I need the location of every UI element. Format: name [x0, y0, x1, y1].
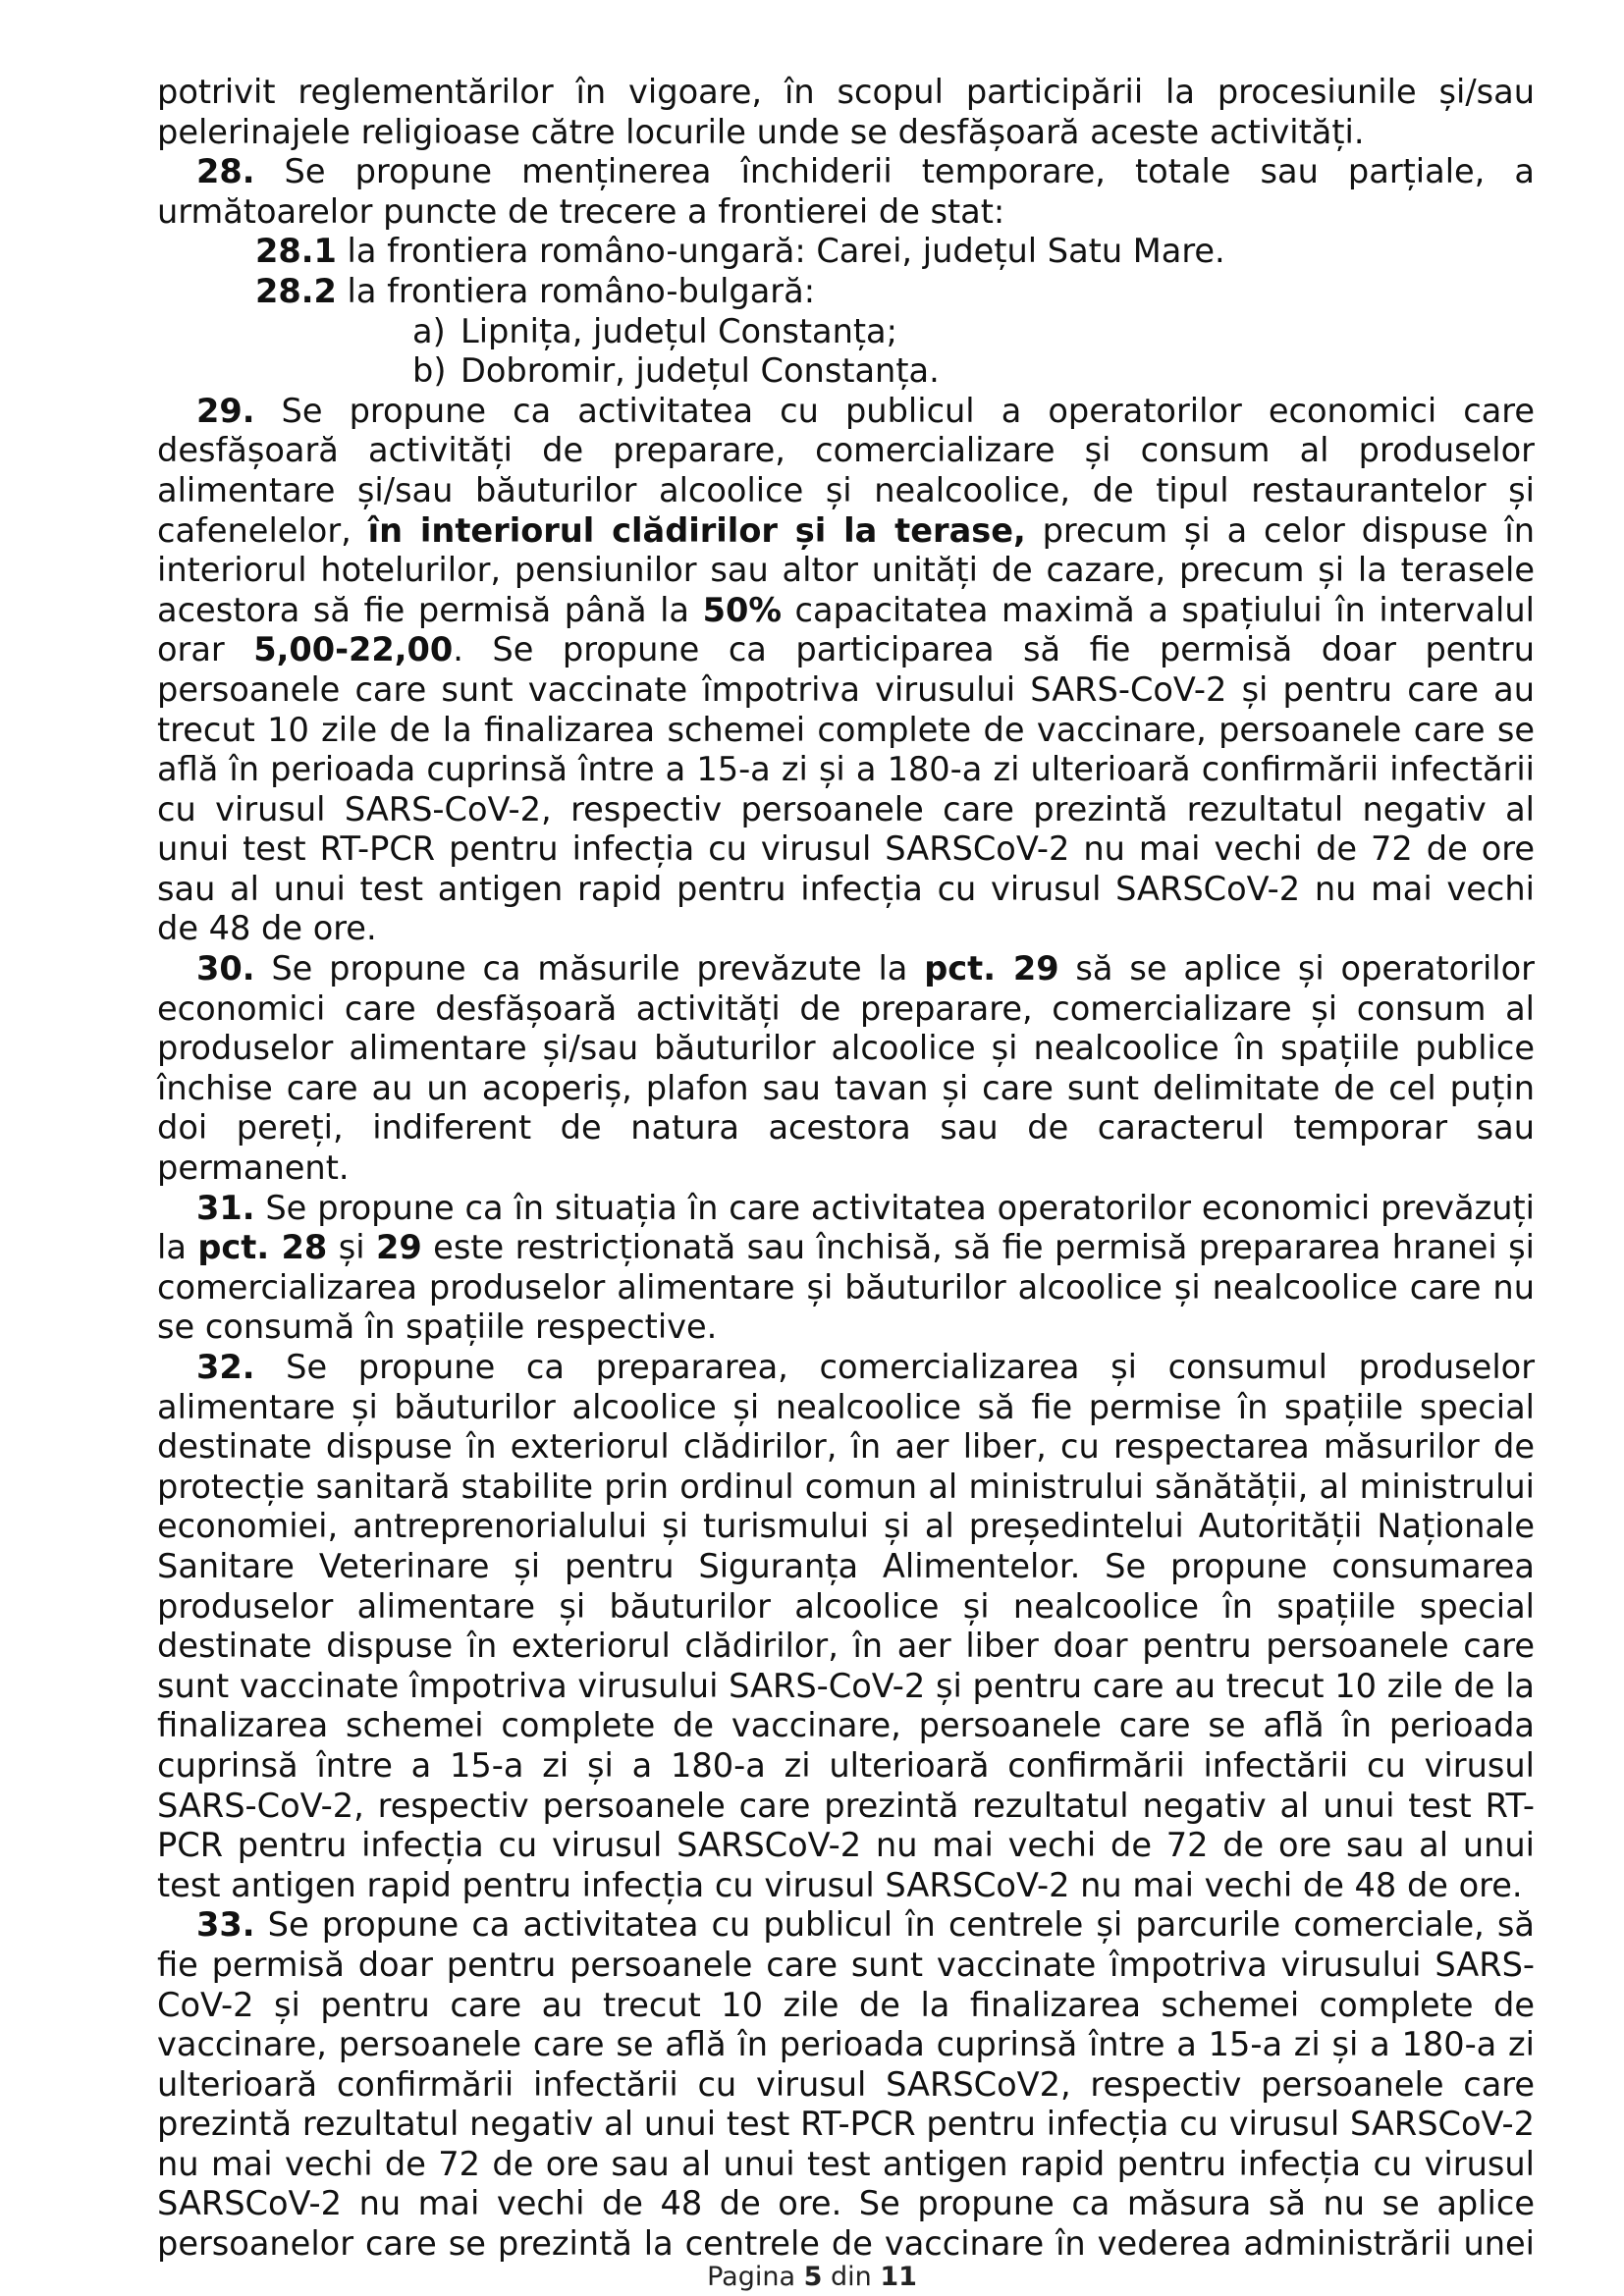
paragraph-text: să se aplice și operatorilor economici care desfășoară activități de preparare, comercializare și consum al produselor alimentare și/sau băuturilor alcoolice și nealcoolice în spațiile publice închise care au un acoperiș, plafon sau tavan și care sunt delimitate de cel puțin doi pereți, indiferent de natura acestora sau de caracterul temporar sau permanent. [157, 949, 1535, 1188]
paragraph-33 [157, 1905, 1535, 2264]
paragraph-text: și [327, 1228, 376, 1267]
paragraph-text: este restricționată sau închisă, să fie permisă prepararea hranei și comercializarea produselor alimentare și băuturilor alcoolice și nealcoolice care nu se consumă în spațiile respective. [157, 1228, 1535, 1347]
paragraph-number: 29. [196, 391, 255, 430]
paragraph-number: 28. [196, 152, 255, 191]
bold-text: pct. 28 [197, 1228, 328, 1267]
paragraph-32 [157, 1348, 1535, 1905]
paragraph-number: 28.2 [255, 271, 337, 310]
paragraph-text: la frontiera româno-bulgară: [336, 271, 816, 310]
bold-text: 29 [375, 1228, 422, 1267]
paragraph-continuation: potrivit reglementărilor în vigoare, în scopul participării la procesiunile și/sau pelerinajele religioase către locurile unde se desfășoară aceste activități. [157, 73, 1535, 151]
paragraph-text: Se propune ca măsurile prevăzute la [254, 949, 925, 988]
bold-text: în interiorul clădirilor și la terase, [367, 510, 1026, 550]
page-current: 5 [803, 2262, 823, 2292]
page-total: 11 [880, 2262, 917, 2292]
paragraph-text: Se propune ca prepararea, comercializarea și consumul produselor alimentare și băuturilor alcoolice și nealcoolice să fie permise în spațiile special destinate dispuse în exteriorul clădirilor, în aer liber, cu respectarea măsurilor de protecție sanitară stabilite prin ordinul comun al ministrului sănătății, al ministrului economiei, antreprenorialului și turismului și al președintelui Autorității Naționale Sanitare Veterinare și pentru Siguranța Alimentelor. Se propune consumarea produselor alimentare și băuturilor alcoolice și nealcoolice în spațiile special destinate dispuse în exteriorul clădirilor, în aer liber doar pentru persoanele care sunt vaccinate împotriva virusului SARS-CoV-2 și pentru care au trecut 10 zile de la finalizarea schemei complete de vaccinare, persoanele care se află în perioada cuprinsă între a 15-a zi și a 180-a zi ulterioară confirmării infectării cu virusul SARS-CoV-2, respectiv persoanele care prezintă rezultatul negativ al unui test RT-PCR pentru infecția cu virusul SARSCoV-2 nu mai vechi de 72 de ore sau al unui test antigen rapid pentru infecția cu virusul SARSCoV-2 nu mai vechi de 48 de ore. [157, 1348, 1535, 1904]
document-page [157, 73, 1535, 2265]
paragraph-text: capacitatea maximă a spațiului în intervalul orar [157, 590, 1535, 669]
paragraph-text: Se propune ca activitatea cu publicul a operatorilor economici care desfășoară activități de preparare, comercializare și consum al produselor alimentare și/sau băuturilor alcoolice și nealcoolice, de tipul restaurantelor și cafenelelor, [157, 391, 1535, 550]
list-label: b) [412, 351, 447, 391]
list-item-b [412, 351, 1535, 392]
bold-text: pct. 29 [924, 949, 1059, 988]
paragraph-number: 28.1 [255, 232, 337, 271]
list-text: Dobromir, județul Constanța. [460, 351, 940, 391]
paragraph-31 [157, 1189, 1535, 1348]
page-separator: din [822, 2262, 881, 2292]
paragraph-text: Se propune ca în situația în care activitatea operatorilor economici prevăzuți la [157, 1188, 1535, 1267]
list-text: Lipnița, județul Constanța; [460, 311, 897, 350]
paragraph-number: 30. [196, 949, 255, 988]
page-label: Pagina [707, 2262, 804, 2292]
list-item-a [412, 312, 1535, 352]
paragraph-30 [157, 949, 1535, 1189]
page-footer [0, 2262, 1624, 2292]
bold-text: 50% [702, 590, 782, 629]
paragraph-28 [157, 152, 1535, 232]
bold-text: 5,00-22,00 [253, 630, 454, 669]
list-label: a) [412, 311, 446, 350]
paragraph-28-1 [255, 232, 1535, 272]
paragraph-number: 31. [196, 1188, 255, 1227]
paragraph-number: 33. [196, 1905, 255, 1945]
paragraph-text: precum și a celor dispuse în interiorul hotelurilor, pensiunilor sau altor unități de cazare, precum și la terasele acestora să fie permisă până la [157, 510, 1535, 629]
paragraph-29 [157, 392, 1535, 949]
paragraph-text: Se propune ca activitatea cu publicul în centrele și parcurile comerciale, să fie permisă doar pentru persoanele care sunt vaccinate împotriva virusului SARS-CoV-2 și pentru care au trecut 10 zile de la finalizarea schemei complete de vaccinare, persoanele care se află în perioada cuprinsă între a 15-a zi și a 180-a zi ulterioară confirmării infectării cu virusul SARSCoV2, respectiv persoanele care prezintă rezultatul negativ al unui test RT-PCR pentru infecția cu virusul SARSCoV-2 nu mai vechi de 72 de ore sau al unui test antigen rapid pentru infecția cu virusul SARSCoV-2 nu mai vechi de 48 de ore. Se propune ca măsura să nu se aplice persoanelor care se prezintă la centrele de vaccinare în vederea administrării unei [157, 1905, 1535, 2264]
paragraph-text: . Se propune ca participarea să fie permisă doar pentru persoanele care sunt vaccinate împotriva virusului SARS-CoV-2 și pentru care au trecut 10 zile de la finalizarea schemei complete de vaccinare, persoanele care se află în perioada cuprinsă între a 15-a zi și a 180-a zi ulterioară confirmării infectării cu virusul SARS-CoV-2, respectiv persoanele care prezintă rezultatul negativ al unui test RT-PCR pentru infecția cu virusul SARSCoV-2 nu mai vechi de 72 de ore sau al unui test antigen rapid pentru infecția cu virusul SARSCoV-2 nu mai vechi de 48 de ore. [157, 630, 1535, 948]
paragraph-number: 32. [196, 1348, 255, 1386]
paragraph-text: la frontiera româno-ungară: Carei, județul Satu Mare. [336, 232, 1225, 271]
paragraph-text: Se propune menținerea închiderii temporare, totale sau parțiale, a următoarelor puncte de trecere a frontierei de stat: [157, 152, 1535, 231]
paragraph-28-2 [255, 272, 1535, 312]
